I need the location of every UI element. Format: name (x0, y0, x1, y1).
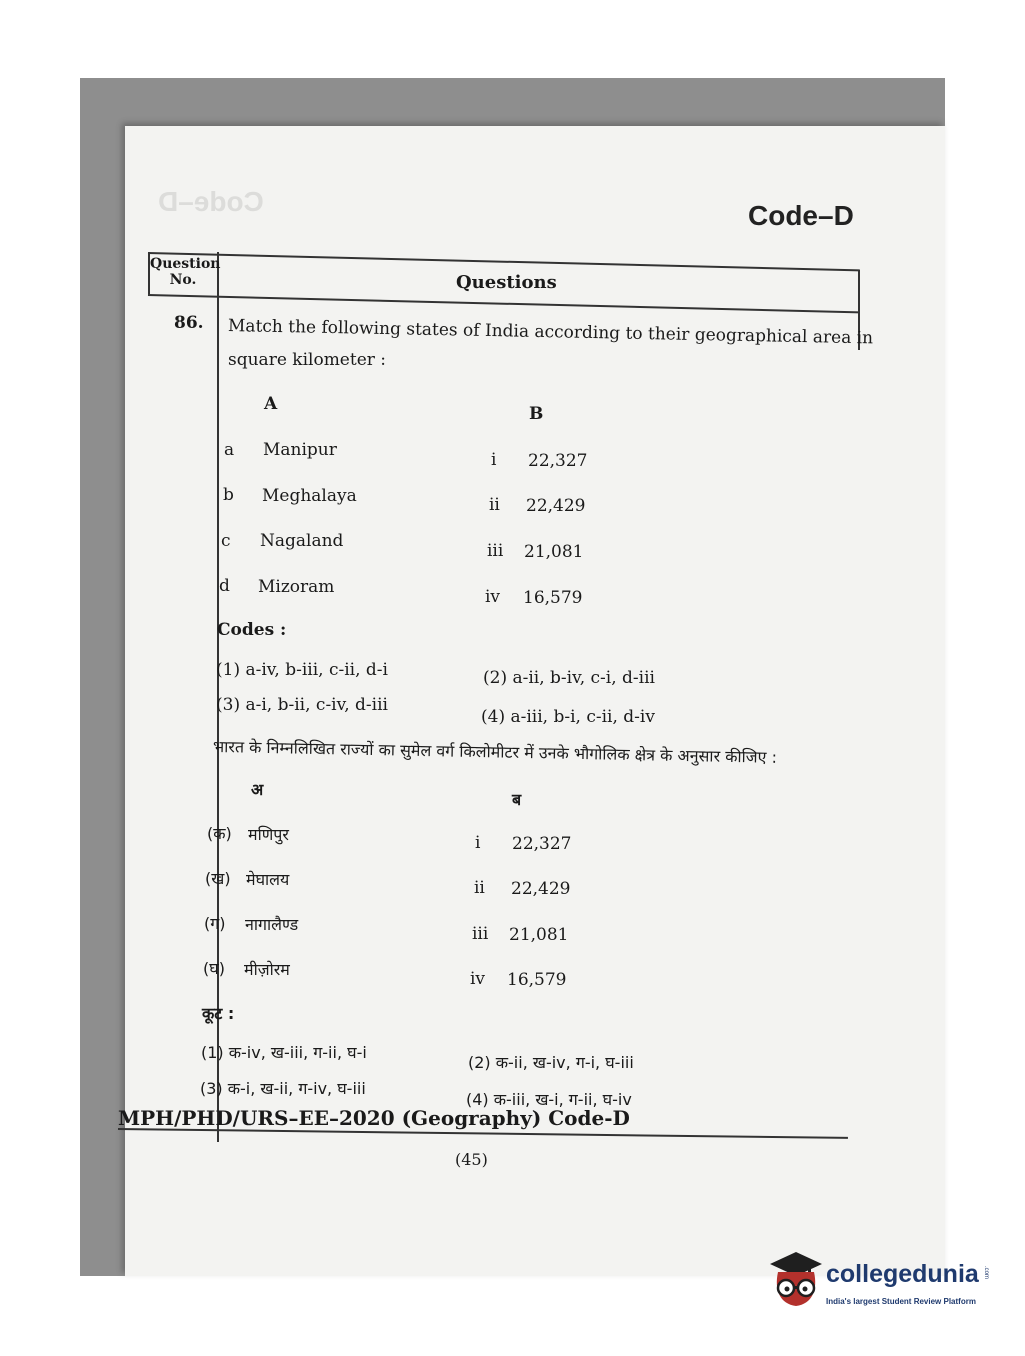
hindi-list-item-area: 21,081 (509, 925, 569, 945)
hindi-answer-option-3: (3) क-i, ख-ii, ग-iv, घ-iii (200, 1079, 366, 1098)
collegedunia-mascot-icon (766, 1250, 824, 1310)
list-item-state: Meghalaya (262, 486, 357, 506)
answer-option-1: (1) a-iv, b-iii, c-ii, d-i (216, 660, 388, 680)
hindi-question-prompt: भारत के निम्नलिखित राज्यों का सुमेल वर्ग किलोमीटर में उनके भौगोलिक क्षेत्र के अनुसार कीजिए : (212, 737, 778, 767)
column-b-header: B (529, 404, 544, 424)
codes-label: Codes : (217, 620, 287, 640)
list-item-key: a (224, 440, 235, 460)
question-no-header: Question No. (150, 256, 221, 288)
list-item-key: d (219, 576, 230, 596)
hindi-list-item-numeral: i (475, 833, 481, 853)
question-number: 86. (174, 313, 204, 333)
answer-option-2: (2) a-ii, b-iv, c-i, d-iii (483, 668, 655, 688)
exam-footer-line: MPH/PHD/URS–EE–2020 (Geography) Code-D (118, 1106, 630, 1130)
list-item-key: b (223, 485, 234, 505)
collegedunia-domain-suffix: .com (983, 1266, 989, 1280)
hindi-answer-option-2: (2) क-ii, ख-iv, ग-i, घ-iii (468, 1053, 634, 1072)
hindi-list-item-key: (क) (207, 824, 232, 843)
list-item-state: Manipur (263, 440, 337, 460)
hindi-list-item-state: नागालैण्ड (245, 915, 299, 934)
hindi-answer-option-4: (4) क-iii, ख-i, ग-ii, घ-iv (466, 1090, 632, 1109)
hindi-list-item-area: 22,327 (512, 834, 572, 854)
hindi-list-item-state: मणिपुर (248, 825, 289, 844)
list-item-area: 22,429 (526, 496, 586, 516)
hindi-list-item-numeral: iii (472, 924, 489, 944)
hindi-list-item-area: 22,429 (511, 879, 571, 899)
collegedunia-tagline: India's largest Student Review Platform (826, 1297, 976, 1306)
question-prompt-line1: Match the following states of India according to their geographical area in (227, 316, 874, 349)
hindi-list-item-key: (ख) (205, 869, 231, 888)
page-number: (45) (455, 1150, 488, 1169)
list-item-area: 16,579 (523, 588, 583, 608)
column-a-header: A (264, 394, 278, 414)
hindi-column-b-header: ब (512, 790, 522, 809)
question-prompt-line2: square kilometer : (228, 350, 387, 370)
list-item-area: 21,081 (524, 542, 584, 562)
hindi-list-item-state: मेघालय (246, 870, 290, 889)
collegedunia-brand-name: collegedunia (826, 1260, 979, 1288)
hindi-list-item-numeral: iv (470, 969, 486, 989)
list-item-area: 22,327 (528, 451, 588, 471)
list-item-numeral: iii (487, 541, 504, 561)
list-item-numeral: i (491, 450, 497, 470)
answer-option-4: (4) a-iii, b-i, c-ii, d-iv (481, 707, 655, 727)
hindi-list-item-numeral: ii (474, 878, 485, 898)
hindi-column-a-header: अ (251, 780, 264, 799)
paper-code-label: Code–D (748, 200, 854, 231)
list-item-key: c (221, 531, 231, 551)
hindi-list-item-key: (घ) (203, 959, 225, 978)
bleed-through-code: Code–D (158, 186, 264, 217)
questions-header: Questions (456, 272, 557, 293)
hindi-codes-label: कूट : (202, 1004, 235, 1023)
hindi-answer-option-1: (1) क-iv, ख-iii, ग-ii, घ-i (201, 1043, 367, 1062)
hindi-list-item-area: 16,579 (507, 970, 567, 990)
answer-option-3: (3) a-i, b-ii, c-iv, d-iii (216, 695, 388, 715)
hindi-list-item-state: मीज़ोरम (244, 960, 290, 979)
list-item-state: Mizoram (258, 577, 335, 597)
list-item-numeral: ii (489, 495, 500, 515)
hindi-list-item-key: (ग) (204, 914, 226, 933)
list-item-state: Nagaland (260, 531, 344, 551)
list-item-numeral: iv (485, 587, 501, 607)
